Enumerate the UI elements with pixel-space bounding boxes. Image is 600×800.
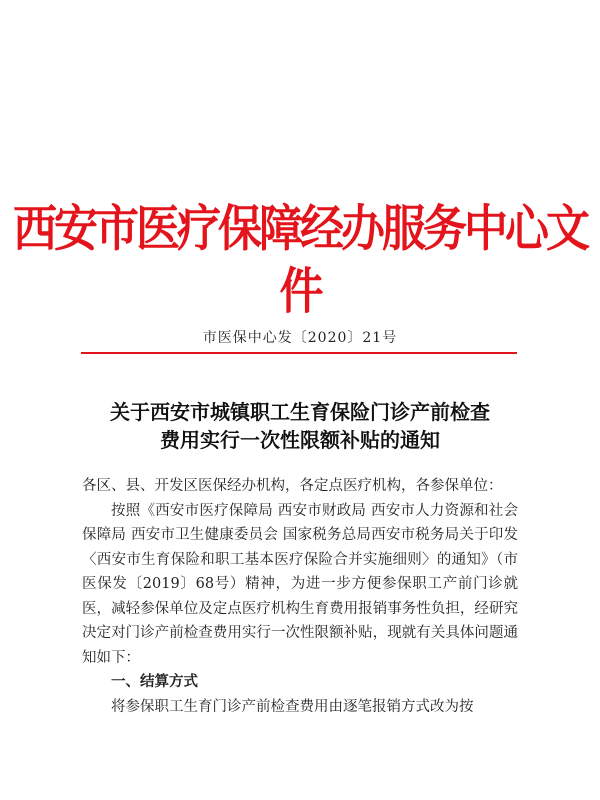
document-number: 市医保中心发〔2020〕21号 (202, 330, 398, 346)
document-title (60, 398, 540, 454)
red-divider-line (81, 352, 517, 354)
paragraph-1: 按照《西安市医疗保障局 西安市财政局 西安市人力资源和社会保障局 西安市卫生健康委员会 国家税务总局西安市税务局关于印发〈西安市生育保险和职工基本医疗保险合并实施细则〉的通知》（市医保发〔2019〕68号）精神，为进一步方便参保职工产前门诊就医，减轻参保单位及定点医疗机构生育费用报销事务性负担，经研究决定对门诊产前检查费用实行一次性限额补贴，现就有关具体问题通知如下： (82, 502, 518, 666)
paragraph-2: 将参保职工生育门诊产前检查费用由逐笔报销方式改为按 (111, 698, 474, 715)
document-body (82, 474, 518, 719)
title-line-2: 费用实行一次性限额补贴的通知 (160, 428, 440, 452)
document-masthead: 西安市医疗保障经办服务中心文件 (13, 200, 587, 321)
title-line-1: 关于西安市城镇职工生育保险门诊产前检查 (110, 400, 490, 424)
section-1-heading: 一、结算方式 (111, 674, 198, 690)
addressee: 各区、县、开发区医保经办机构，各定点医疗机构，各参保单位： (82, 478, 503, 494)
